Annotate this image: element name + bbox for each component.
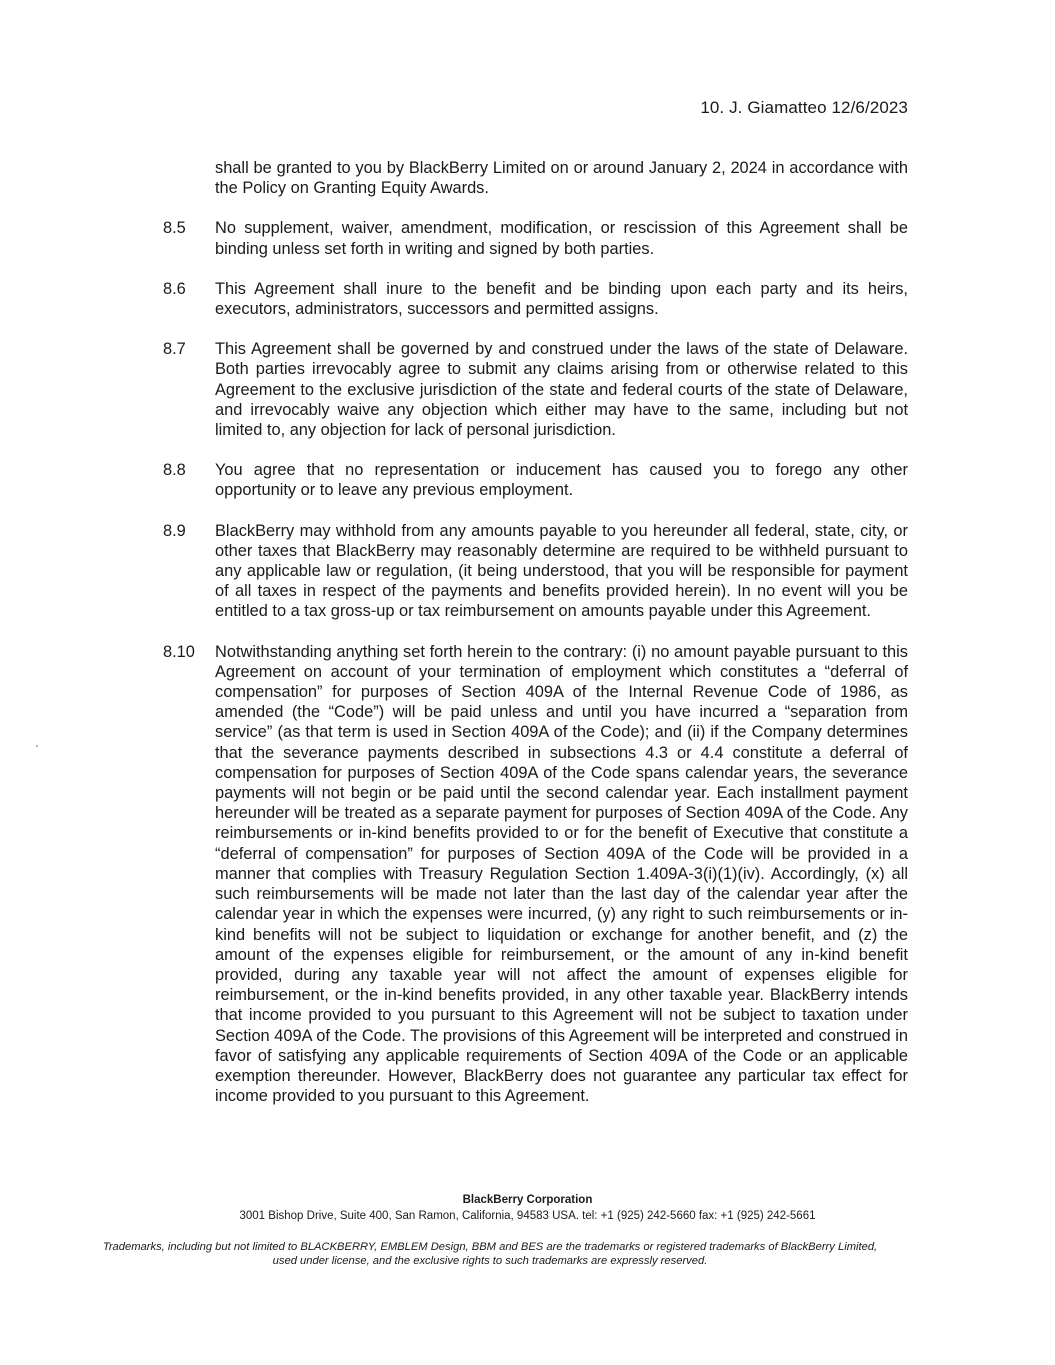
clause-8-9 <box>163 521 908 622</box>
clause-text: This Agreement shall be governed by and construed under the laws of the state of Delaware. Both parties irrevocably agree to submit any claims arising from or otherwise related to this Agreement to the exclusive jurisdiction of the state and federal courts of the state of Delaware, and irrevocably waive any objection which either may have to the same, including but not limited to, any objection for lack of personal jurisdiction. <box>215 340 908 440</box>
footer-company-name: BlackBerry Corporation <box>462 1194 593 1206</box>
document-reference: 10. J. Giamatteo 12/6/2023 <box>700 98 908 117</box>
clause-number: 8.6 <box>163 279 186 298</box>
footer-trademark-notice: Trademarks, including but not limited to BLACKBERRY, EMBLEM Design, BBM and BES are the trademarks or registered trademarks of BlackBerry Limited, used under license, and the exclusive rights to such trademarks are expressly reserved. <box>102 1241 878 1267</box>
clause-number: 8.8 <box>163 461 186 480</box>
clause-8-7 <box>163 339 908 440</box>
intro-paragraph: shall be granted to you by BlackBerry Limited on or around January 2, 2024 in accordance with the Policy on Granting Equity Awards. <box>215 159 908 198</box>
clause-text: Notwithstanding anything set forth herein to the contrary: (i) no amount payable pursuant to this Agreement on account of your termination of employment which constitutes a “deferral of compensation” for purposes of Section 409A of the Internal Revenue Code of 1986, as amended (the “Code”) will be paid unless and until you have incurred a “separation from service” (as that term is used in Section 409A of the Code); and (ii) if the Company determines that the severance payments described in subsections 4.3 or 4.4 constitute a deferral of compensation for purposes of Section 409A of the Code spans calendar years, the severance payments will not begin or be paid until the second calendar year. Each installment payment hereunder will be treated as a separate payment for purposes of Section 409A of the Code. Any reimbursements or in-kind benefits provided to or for the benefit of Executive that constitute a “deferral of compensation” for purposes of Section 409A of the Code will be provided in a manner that complies with Treasury Regulation Section 1.409A-3(i)(1)(iv). Accordingly, (x) all such reimbursements will be made not later than the last day of the calendar year after the calendar year in which the expenses were incurred, (y) any right to such reimbursements or in-kind benefits will not be subject to liquidation or exchange for another benefit, and (z) the amount of the expenses eligible for reimbursement, or the amount of any in-kind benefit provided, during any taxable year will not affect the amount of expenses eligible for reimbursement, or the in-kind benefits provided, in any other taxable year. BlackBerry intends that income provided to you pursuant to this Agreement will not be subject to taxation under Section 409A of the Code. The provisions of this Agreement will be interpreted and construed in favor of satisfying any applicable requirements of Section 409A of the Code or an applicable exemption thereunder. However, BlackBerry does not guarantee any particular tax effect for income provided to you pursuant to this Agreement. <box>215 642 908 1106</box>
clause-text: You agree that no representation or inducement has caused you to forego any other opportunity or to leave any previous employment. <box>215 461 908 500</box>
clause-text: BlackBerry may withhold from any amounts payable to you hereunder all federal, state, city, or other taxes that BlackBerry may reasonably determine are required to be withheld pursuant to any applicable law or regulation, (it being understood, that you will be responsible for payment of all taxes in respect of the payments and benefits provided herein). In no event will you be entitled to a tax gross-up or tax reimbursement on amounts payable under this Agreement. <box>215 521 908 621</box>
clause-number: 8.10 <box>163 642 195 661</box>
clause-8-8 <box>163 460 908 500</box>
clause-number: 8.9 <box>163 521 186 540</box>
agreement-body <box>163 158 908 1126</box>
clause-text: This Agreement shall inure to the benefit and be binding upon each party and its heirs, executors, administrators, successors and permitted assigns. <box>215 279 908 319</box>
footer-address: 3001 Bishop Drive, Suite 400, San Ramon, California, 94583 USA. tel: +1 (925) 242-5660 fax: +1 (925) 242-5661 <box>239 1210 816 1222</box>
scan-artifact <box>36 745 38 747</box>
clause-text: No supplement, waiver, amendment, modification, or rescission of this Agreement shall be binding unless set forth in writing and signed by both parties. <box>215 219 908 258</box>
clause-number: 8.7 <box>163 340 186 359</box>
clause-8-6 <box>163 279 908 319</box>
clause-8-5 <box>163 218 908 258</box>
clause-8-10 <box>163 642 908 1107</box>
clause-number: 8.5 <box>163 219 186 238</box>
